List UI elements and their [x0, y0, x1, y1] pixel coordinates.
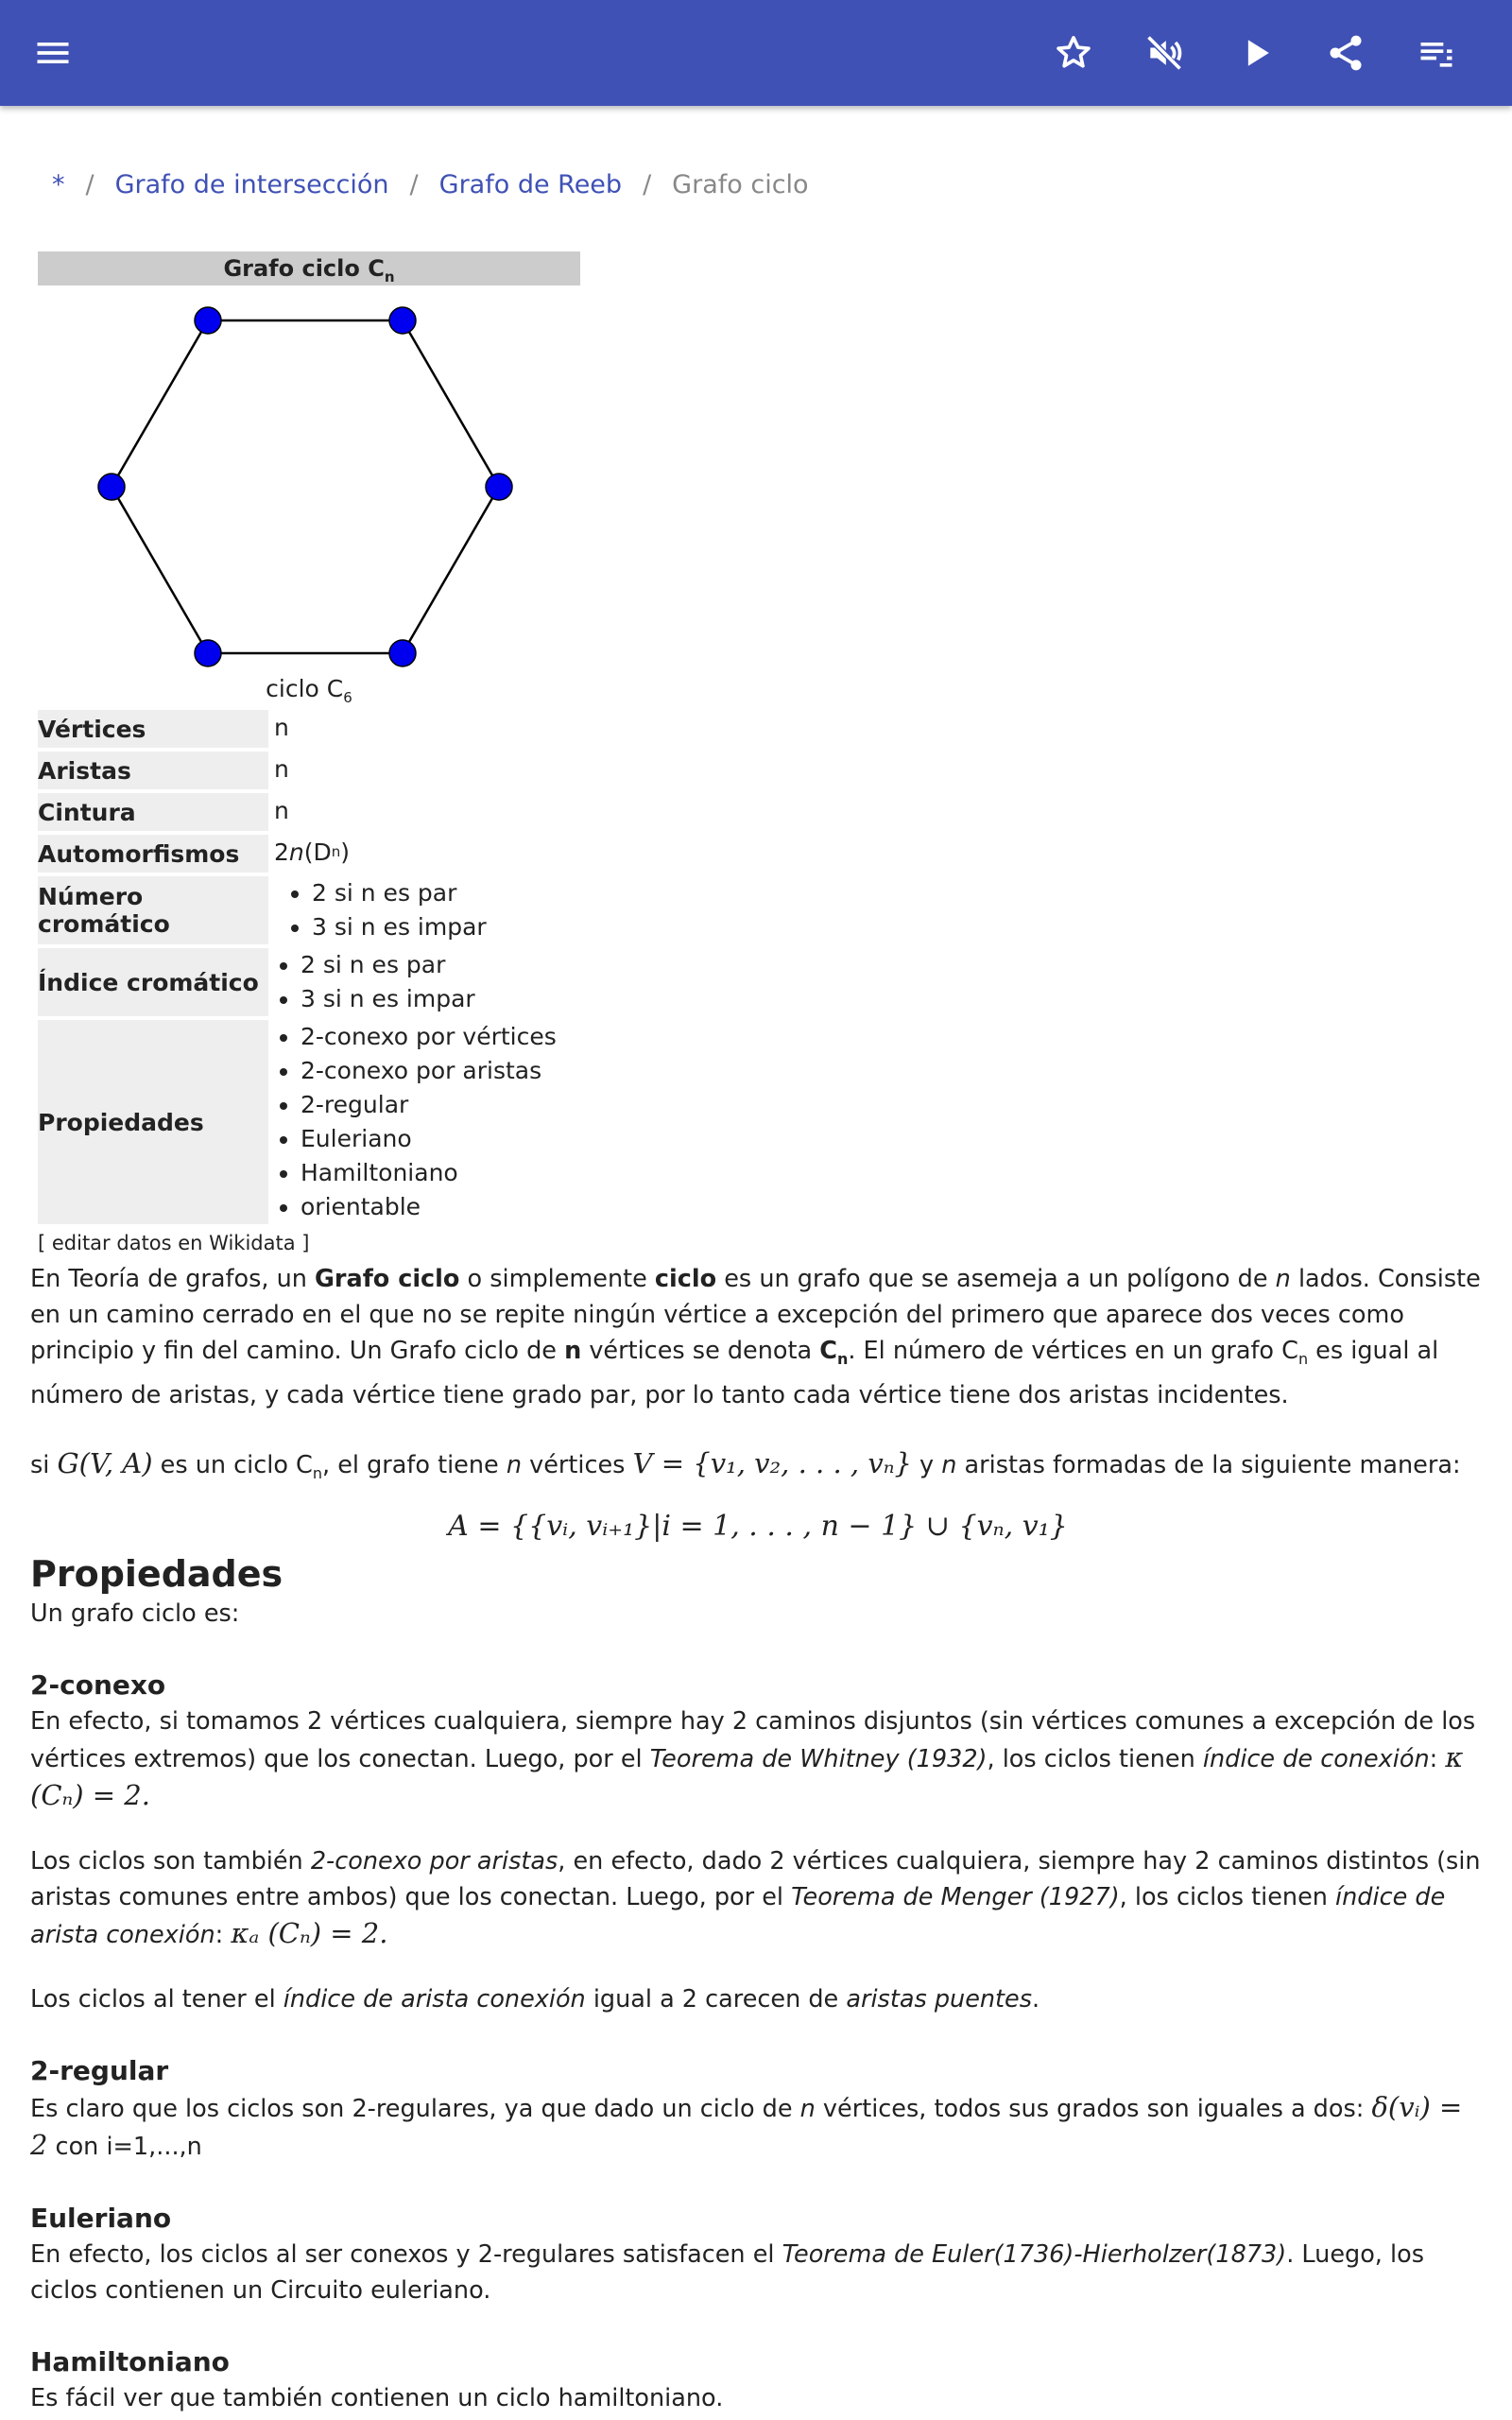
article-content: [30, 1261, 1486, 2416]
graph-vertex: [389, 307, 416, 334]
play-icon[interactable]: [1230, 26, 1283, 79]
breadcrumb-separator: /: [643, 170, 652, 199]
intro-paragraph: En Teoría de grafos, un Grafo ciclo o simplemente ciclo es un grafo que se asemeja a un polígono de n lados. Consiste en un camino cerrado en el que no se repite ningún vértice a excepción del primero que aparece dos veces como principio y fin del camino. Un Grafo ciclo de n vértices se denota $C_n$. El número de vértices en un grafo $C_n$ es igual al número de aristas, y cada vértice tiene grado par, por lo tanto cada vértice tiene dos aristas incidentes.: [30, 1265, 1481, 1410]
breadcrumb-item[interactable]: Grafo de Reeb: [438, 170, 623, 199]
list-item: • 2 si n es par: [312, 876, 487, 910]
edit-wikidata-link[interactable]: [ editar datos en Wikidata ]: [38, 1232, 310, 1254]
infobox-row-aristas: [38, 752, 580, 789]
infobox-row-indice-cromatico: [38, 948, 580, 1016]
graph-vertex: [195, 640, 221, 666]
list-item: • orientable: [301, 1190, 557, 1224]
row-value: n: [274, 754, 289, 783]
paragraph: Los ciclos al tener el índice de arista conexión igual a 2 carecen de aristas puentes.: [30, 1985, 1040, 2014]
paragraph: En efecto, si tomamos 2 vértices cualquiera, siempre hay 2 caminos disjuntos (sin vértices comunes a excepción de los vértices extremos) que los conectan. Luego, por el Teorema de Whitney (1932), los ciclos tienen índice de conexión: κ (Cₙ) = 2.: [30, 1707, 1476, 1812]
row-label: Propiedades: [38, 1020, 268, 1224]
infobox: [38, 251, 580, 1254]
row-value: [268, 948, 475, 1016]
subsection-heading-2-conexo: 2-conexo: [30, 1669, 166, 1702]
infobox-row-numero-cromatico: [38, 876, 580, 944]
list-item: • 2-regular: [301, 1088, 557, 1122]
paragraph: Los ciclos son también 2-conexo por aristas, en efecto, dado 2 vértices cualquiera, siempre hay 2 caminos distintos (sin aristas comunes entre ambos) que los conectan. Luego, por el Teorema de Menger (1927), los ciclos tienen índice de arista conexión: κₐ (Cₙ) = 2.: [30, 1847, 1481, 1950]
definition-paragraph: si G(V, A) es un ciclo $C_n$, el grafo tiene n vértices V = {v₁, v₂, . . . , vₙ} y n aristas formadas de la siguiente manera:: [30, 1447, 1461, 1483]
infobox-row-automorfismos: [38, 835, 580, 873]
graph-vertex: [389, 640, 416, 666]
infobox-title: Grafo ciclo $C_n$: [38, 251, 580, 285]
list-item: • 2 si n es par: [301, 948, 475, 982]
star-icon[interactable]: [1047, 26, 1100, 79]
edge-set-formula: A = {{vᵢ, vᵢ₊₁}|i = 1, . . . , n − 1} ∪ {vₙ, v₁}: [448, 1510, 1068, 1544]
paragraph: Es claro que los ciclos son 2-regulares, ya que dado un ciclo de n vértices, todos sus grados son iguales a dos: δ(vᵢ) = 2 con i=1,...,n: [30, 2091, 1463, 2162]
infobox-caption: ciclo $C_6$: [266, 675, 352, 706]
row-value: n: [274, 796, 289, 824]
menu-icon[interactable]: [26, 26, 79, 79]
list-item: • Hamiltoniano: [301, 1156, 557, 1190]
list-item: • Euleriano: [301, 1122, 557, 1156]
row-value: [268, 1020, 557, 1224]
list-item: • 2-conexo por aristas: [301, 1054, 557, 1088]
breadcrumb-item[interactable]: Grafo de intersección: [114, 170, 389, 199]
volume-off-icon[interactable]: [1138, 26, 1191, 79]
list-item: • 3 si n es impar: [312, 910, 487, 944]
graph-edges: [112, 320, 499, 653]
section-intro: Un grafo ciclo es:: [30, 1599, 240, 1629]
row-value: n: [274, 713, 289, 741]
row-label: Número cromático: [38, 876, 268, 944]
paragraph: Es fácil ver que también contienen un ciclo hamiltoniano.: [30, 2384, 724, 2413]
breadcrumb-separator: /: [85, 170, 94, 199]
subsection-heading-hamiltoniano: Hamiltoniano: [30, 2346, 230, 2378]
list-item: • 3 si n es impar: [301, 982, 475, 1016]
app-bar: [0, 0, 1512, 106]
subsection-heading-euleriano: Euleriano: [30, 2203, 172, 2235]
infobox-row-vertices: [38, 710, 580, 748]
graph-vertex: [98, 474, 125, 500]
breadcrumb-separator: /: [409, 170, 419, 199]
breadcrumb-home[interactable]: *: [52, 170, 65, 199]
row-label: Automorfismos: [38, 835, 268, 873]
breadcrumb: [52, 170, 809, 199]
row-value: 2 n (D n ): [274, 838, 351, 866]
infobox-row-cintura: [38, 793, 580, 831]
row-label: Vértices: [38, 710, 268, 748]
row-label: Cintura: [38, 793, 268, 831]
row-label: Aristas: [38, 752, 268, 789]
infobox-row-propiedades: [38, 1020, 580, 1224]
breadcrumb-current: Grafo ciclo: [672, 170, 809, 199]
share-icon[interactable]: [1319, 26, 1372, 79]
list-item: • 2-conexo por vértices: [301, 1020, 557, 1054]
graph-vertex: [195, 307, 221, 334]
playlist-icon[interactable]: [1410, 26, 1463, 79]
cycle-graph-image: [93, 291, 527, 671]
row-value: [268, 876, 487, 944]
paragraph: En efecto, los ciclos al ser conexos y 2-regulares satisfacen el Teorema de Euler(1736)-Hierholzer(1873). Luego, los ciclos contienen un Circuito euleriano.: [30, 2240, 1424, 2306]
subsection-heading-2-regular: 2-regular: [30, 2055, 169, 2087]
section-heading-propiedades: Propiedades: [30, 1553, 284, 1596]
row-label: Índice cromático: [38, 948, 268, 1016]
graph-vertex: [486, 474, 512, 500]
